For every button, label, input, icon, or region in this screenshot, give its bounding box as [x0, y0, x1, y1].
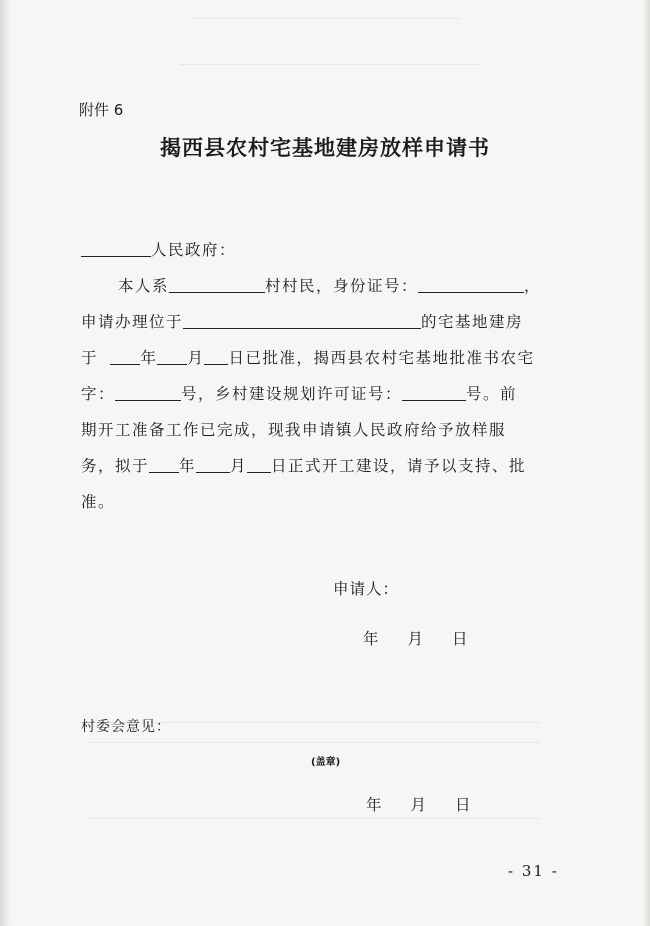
approval-year-blank[interactable]: [110, 349, 140, 366]
salutation-line: [81, 238, 236, 260]
line4-text-c: 号。前: [466, 385, 518, 403]
body-line-5: 期开工准备工作已完成，现我申请镇人民政府给予放样服: [81, 421, 507, 439]
body-line-6: [81, 454, 526, 476]
planning-permit-blank[interactable]: [402, 385, 466, 402]
line3-text-a: 于: [81, 349, 99, 367]
bleed-through-line: [90, 818, 540, 819]
approval-day-blank[interactable]: [204, 349, 228, 366]
start-year-blank[interactable]: [149, 457, 179, 474]
committee-date: [366, 793, 472, 815]
line2-text-a: 申请办理位于: [81, 313, 184, 331]
line6-text-d: 日正式开工建设，请予以支持、批: [271, 457, 527, 475]
line1-text-b: 村村民，身份证号：: [265, 277, 419, 295]
salutation-text: 人民政府：: [151, 241, 237, 259]
committee-year: 年: [366, 796, 383, 814]
start-month-blank[interactable]: [196, 457, 230, 474]
applicant-year: 年: [363, 630, 380, 648]
line1-text-c: ，: [524, 277, 542, 295]
applicant-label: 申请人：: [333, 580, 400, 598]
committee-day: 日: [455, 796, 472, 814]
bleed-through-line: [90, 742, 540, 743]
bleed-through-line: [180, 64, 480, 65]
applicant-date: [363, 627, 469, 649]
committee-opinion-label: 村委会意见：: [81, 719, 171, 735]
seal-note: (盖章): [311, 757, 341, 768]
body-line-4: [81, 382, 517, 404]
line6-text-c: 月: [230, 457, 248, 475]
body-line-3: [81, 346, 535, 368]
permit-number-blank[interactable]: [115, 385, 181, 402]
id-number-blank[interactable]: [418, 277, 524, 294]
line3-text-c: 月: [187, 349, 205, 367]
line6-text-b: 年: [179, 457, 197, 475]
committee-month: 月: [410, 796, 428, 814]
line4-text-a: 字：: [81, 385, 116, 403]
location-blank[interactable]: [183, 313, 421, 330]
approval-month-blank[interactable]: [157, 349, 187, 366]
line1-text-a: 本人系: [118, 277, 170, 295]
body-line-1: [118, 274, 541, 296]
government-name-blank[interactable]: [81, 241, 151, 258]
village-blank[interactable]: [169, 277, 265, 294]
applicant-day: 日: [452, 630, 469, 648]
document-title: 揭西县农村宅基地建房放样申请书: [160, 136, 490, 160]
line4-text-b: 号，乡村建设规划许可证号：: [181, 385, 403, 403]
line2-text-b: 的宅基地建房: [421, 313, 524, 331]
applicant-month: 月: [407, 630, 425, 648]
page-number: - 31 -: [508, 862, 559, 880]
line3-text-d: 日已批准，揭西县农村宅基地批准书农宅: [228, 349, 535, 367]
start-day-blank[interactable]: [247, 457, 271, 474]
bleed-through-line: [190, 18, 460, 19]
line3-text-b: 年: [140, 349, 158, 367]
attachment-label: 附件 6: [79, 101, 124, 119]
body-line-2: [81, 310, 523, 332]
body-line-7: 准。: [81, 493, 116, 511]
line6-text-a: 务，拟于: [81, 457, 150, 475]
